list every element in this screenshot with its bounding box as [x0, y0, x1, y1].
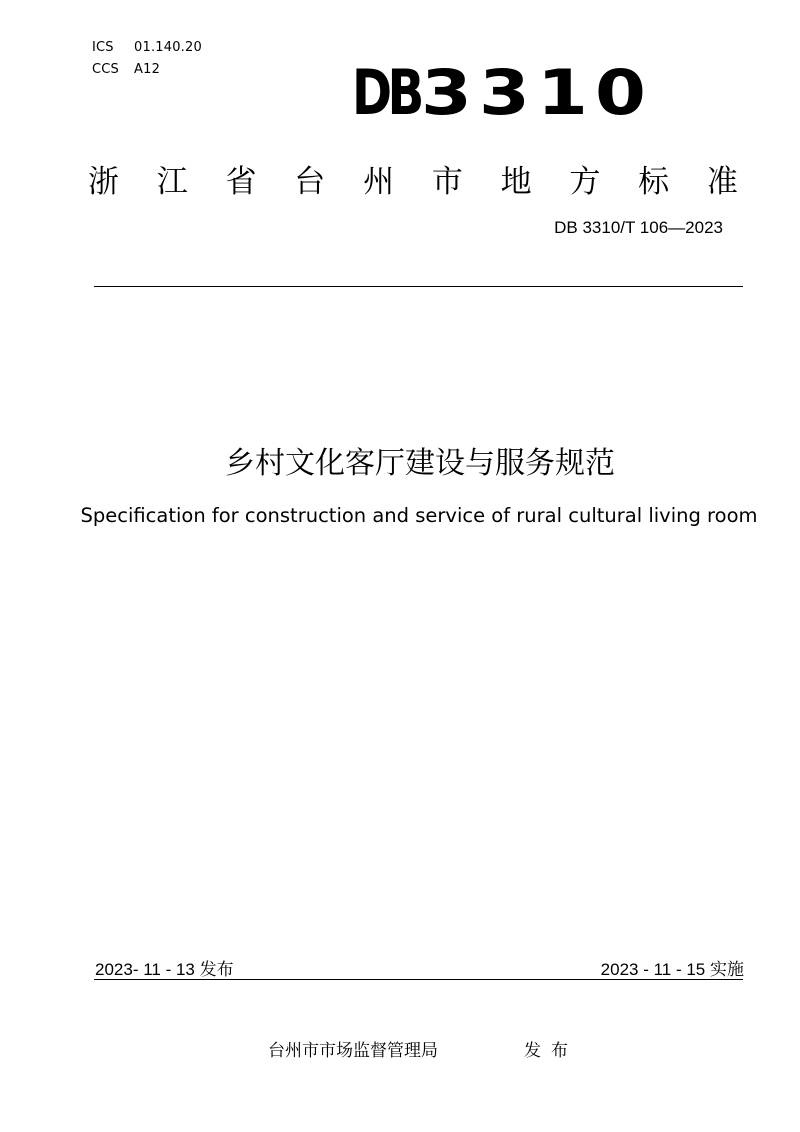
standard-type-char: 台 — [294, 164, 326, 200]
standard-type-char: 标 — [638, 164, 670, 200]
bottom-divider — [94, 979, 743, 980]
db-logo-code: 3310 — [420, 56, 653, 129]
title-english: Specification for construction and service of rural cultural living room — [80, 504, 758, 527]
ccs-classification — [92, 62, 160, 77]
standard-type-char: 地 — [500, 164, 532, 200]
standard-number: DB 3310/T 106—2023 — [554, 218, 723, 237]
issuer-name: 台州市市场监督管理局 — [268, 1041, 438, 1061]
publish-date: 2023- 11 - 13 发布 — [95, 960, 234, 979]
issuer-label: 发布 — [524, 1041, 578, 1061]
implement-date: 2023 - 11 - 15 实施 — [600, 960, 744, 979]
standard-type-char: 浙 — [88, 164, 119, 200]
ccs-value: A12 — [134, 62, 161, 77]
standard-type-heading — [88, 156, 738, 201]
ccs-label: CCS — [92, 62, 120, 77]
ics-classification — [92, 40, 202, 55]
standard-type-char: 方 — [569, 164, 601, 200]
standard-type-char: 准 — [706, 164, 738, 200]
db-logo-prefix: DB — [352, 56, 420, 129]
title-chinese: 乡村文化客厅建设与服务规范 — [225, 446, 615, 481]
standard-type-char: 江 — [156, 164, 188, 200]
db-logo — [352, 56, 653, 129]
standard-type-char: 州 — [363, 164, 395, 200]
top-divider — [94, 286, 743, 287]
ics-value: 01.140.20 — [134, 40, 202, 55]
standard-type-char: 省 — [225, 164, 257, 200]
ics-label: ICS — [92, 40, 114, 55]
standard-type-char: 市 — [431, 164, 463, 200]
